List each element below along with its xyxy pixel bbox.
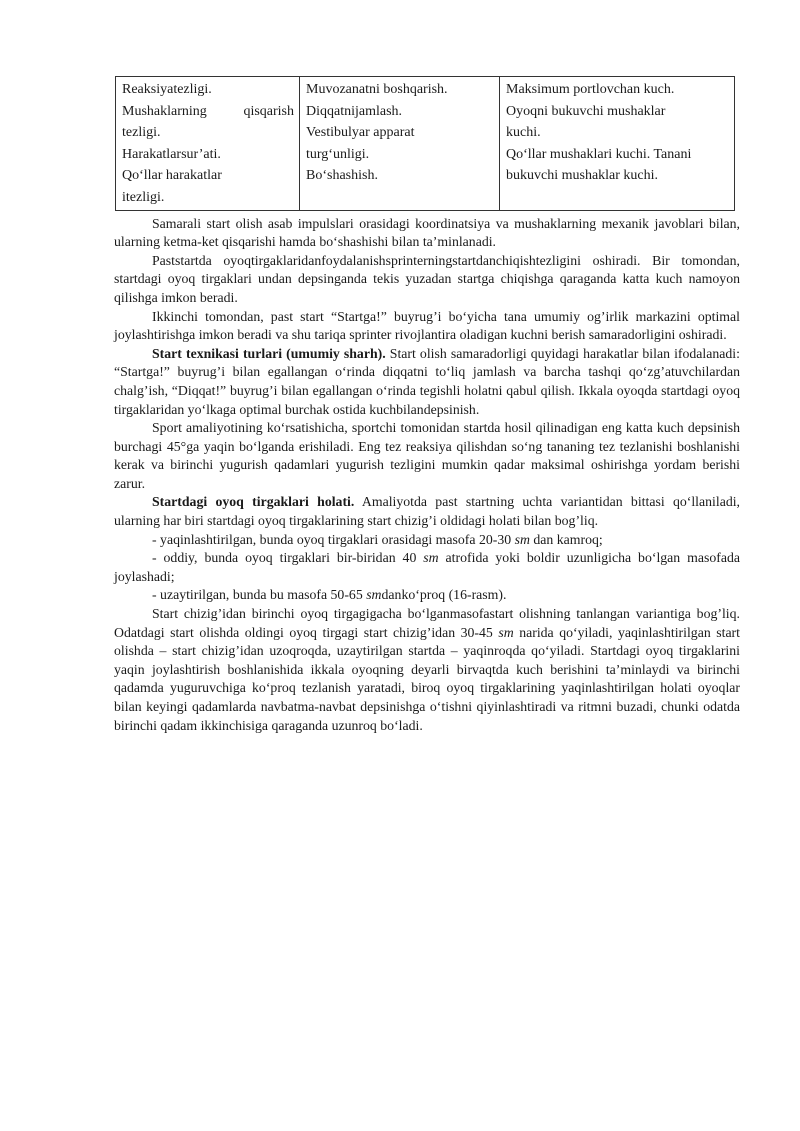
- list-text: - uzaytirilgan, bunda bu masofa 50-65: [152, 587, 367, 603]
- cell-line: Maksimum portlovchan kuch.: [506, 82, 675, 97]
- paragraph-block-position: [114, 493, 740, 530]
- document-page: [114, 76, 740, 735]
- list-item-elongated: [114, 586, 740, 605]
- cell-line: bukuvchi mushaklar kuchi.: [506, 168, 659, 184]
- unit-text: sm: [498, 624, 514, 640]
- paragraph-text: Start olish samaradorligi quyidagi harakatlar bilan ifodalanadi: “Startga!” buyrug’i bilan egallangan o‘rinda diqqatni to‘liq jamlash va barcha tashqi qo‘zg’atuvchilardan chalg’ish, “Diqqat!” buyrug’i bilan egallangan o‘rinda tegishli holatni qabul qilish. Ikkala oyoqda startdagi oyoq tirgaklaridan yo‘lkaga optimal burchak ostida kuchbilandepsinish.: [114, 345, 740, 417]
- table-cell-col1: [116, 77, 300, 211]
- paragraph-text: Start chizig’idan birinchi oyoq tirgagigacha bo‘lganmasofastart olishning tanlangan variantiga bog’liq. Odatdagi start olishda oldingi oyoq tirgagi start chizig’idan 30-45: [114, 606, 740, 640]
- paragraph-start-technique: [114, 345, 740, 419]
- table-cell-col3: [500, 77, 735, 211]
- cell-line: Reaksiyatezligi.: [122, 82, 212, 97]
- paragraph-sport-practice: Sport amaliyotining ko‘rsatishicha, sportchi tomonidan startda hosil qilinadigan eng katta kuch depsinish burchagi 45°ga yaqin bo‘lganda erishiladi. Eng tez reaksiya qilishdan so‘ng tananing tez tezlanishi boshlanishi kerak va birinchi yugurish qadamlari yugurish tezligini mumkin qadar maksimal oshirishga yordam berishi zarur.: [114, 420, 740, 491]
- cell-line: Qo‘llar mushaklari kuchi. Tanani: [506, 146, 692, 162]
- cell-line: Vestibulyar apparat: [306, 125, 415, 141]
- list-text: - yaqinlashtirilgan, bunda oyoq tirgaklari orasidagi masofa 20-30: [152, 531, 515, 547]
- list-item-bunched: [114, 531, 740, 550]
- cell-line: turg‘unligi.: [306, 146, 370, 162]
- section-heading: Startdagi oyoq tirgaklari holati.: [152, 494, 355, 510]
- unit-text: sm: [366, 587, 382, 603]
- unit-text: sm: [514, 531, 530, 547]
- cell-line: Diqqatnijamlash.: [306, 103, 403, 119]
- paragraph-low-start-blocks: Paststartda oyoqtirgaklaridanfoydalanishsprinterningstartdanchiqishtezligini oshiradi. Bir tomondan, startdagi oyoq tirgaklari undan depsinganda tekis yuzadan startga chiqishga qaraganda katta kuch namoyon qilishga imkon beradi.: [114, 252, 740, 305]
- cell-line: Qo‘llar harakatlar: [122, 168, 222, 184]
- table-row: [116, 77, 735, 211]
- paragraph-text: narida qo‘yiladi, yaqinlashtirilgan start olishda – start chizig’idan uzoqroqda, uzaytirilgan startda – yaqinroqda qo‘yiladi. Startdagi oyoq tirgaklarini yaqin joylashtirish boshlanishida ikkala oyoqning deyarli birvaqtda kuch berishini ta’minlaydi va birinchi qadamda yuguruvchiga ko‘proq tezlanish yaratadi, biroq oyoq tirgaklarining yaqinlashtirilgan holati oyoqlar bilan keyingi qadamlarda navbatma-navbat depsinishga o‘tishni qiyinlashtiradi va ritmni buzadi, chunki odatda birinchi qadam ikkinchisiga qaraganda uzunroq bo‘ladi.: [114, 624, 740, 733]
- list-text: - oddiy, bunda oyoq tirgaklari bir-biridan 40: [152, 550, 424, 566]
- list-text: danko‘proq (16-rasm).: [381, 587, 507, 603]
- section-heading: Start texnikasi turlari (umumiy sharh).: [152, 345, 386, 361]
- paragraph-second-hand: Ikkinchi tomondan, past start “Startga!” buyrug’i bo‘yicha tana umumiy og’irlik markazini optimal joylashtirishga imkon beradi va shu tariqa sprinter rivojlantira oladigan kuchni berish samaradorligini oshiradi.: [114, 308, 740, 343]
- cell-line: kuchi.: [506, 125, 541, 141]
- qualities-table: [115, 76, 735, 211]
- cell-line: Muvozanatni boshqarish.: [306, 82, 448, 97]
- paragraph-text: Amaliyotda past startning uchta variantidan bittasi qo‘llaniladi, ularning har biri startdagi oyoq tirgaklarining start chizig’i oldidagi holati bilan bog’liq.: [114, 494, 741, 529]
- cell-line: itezligi.: [122, 189, 165, 205]
- list-text: dan kamroq;: [529, 531, 603, 547]
- cell-line: tezligi.: [122, 125, 161, 141]
- paragraph-start-coordination: Samarali start olish asab impulslari orasidagi koordinatsiya va mushaklarning mexanik javoblari bilan, ularning ketma-ket qisqarishi hamda bo‘shashishi bilan ta’minlanadi.: [114, 215, 740, 250]
- unit-text: sm: [423, 550, 439, 566]
- cell-line: Mushaklarning qisqarish: [122, 103, 294, 119]
- table-cell-col2: [300, 77, 500, 211]
- cell-line: Bo‘shashish.: [306, 168, 378, 184]
- paragraph-start-line-distance: [114, 605, 740, 735]
- list-item-medium: [114, 549, 740, 586]
- list-text: atrofida yoki boldir uzunligicha bo‘lgan masofada joylashadi;: [114, 550, 740, 584]
- cell-line: Oyoqni bukuvchi mushaklar: [506, 103, 666, 119]
- cell-line: Harakatlarsur’ati.: [122, 146, 221, 162]
